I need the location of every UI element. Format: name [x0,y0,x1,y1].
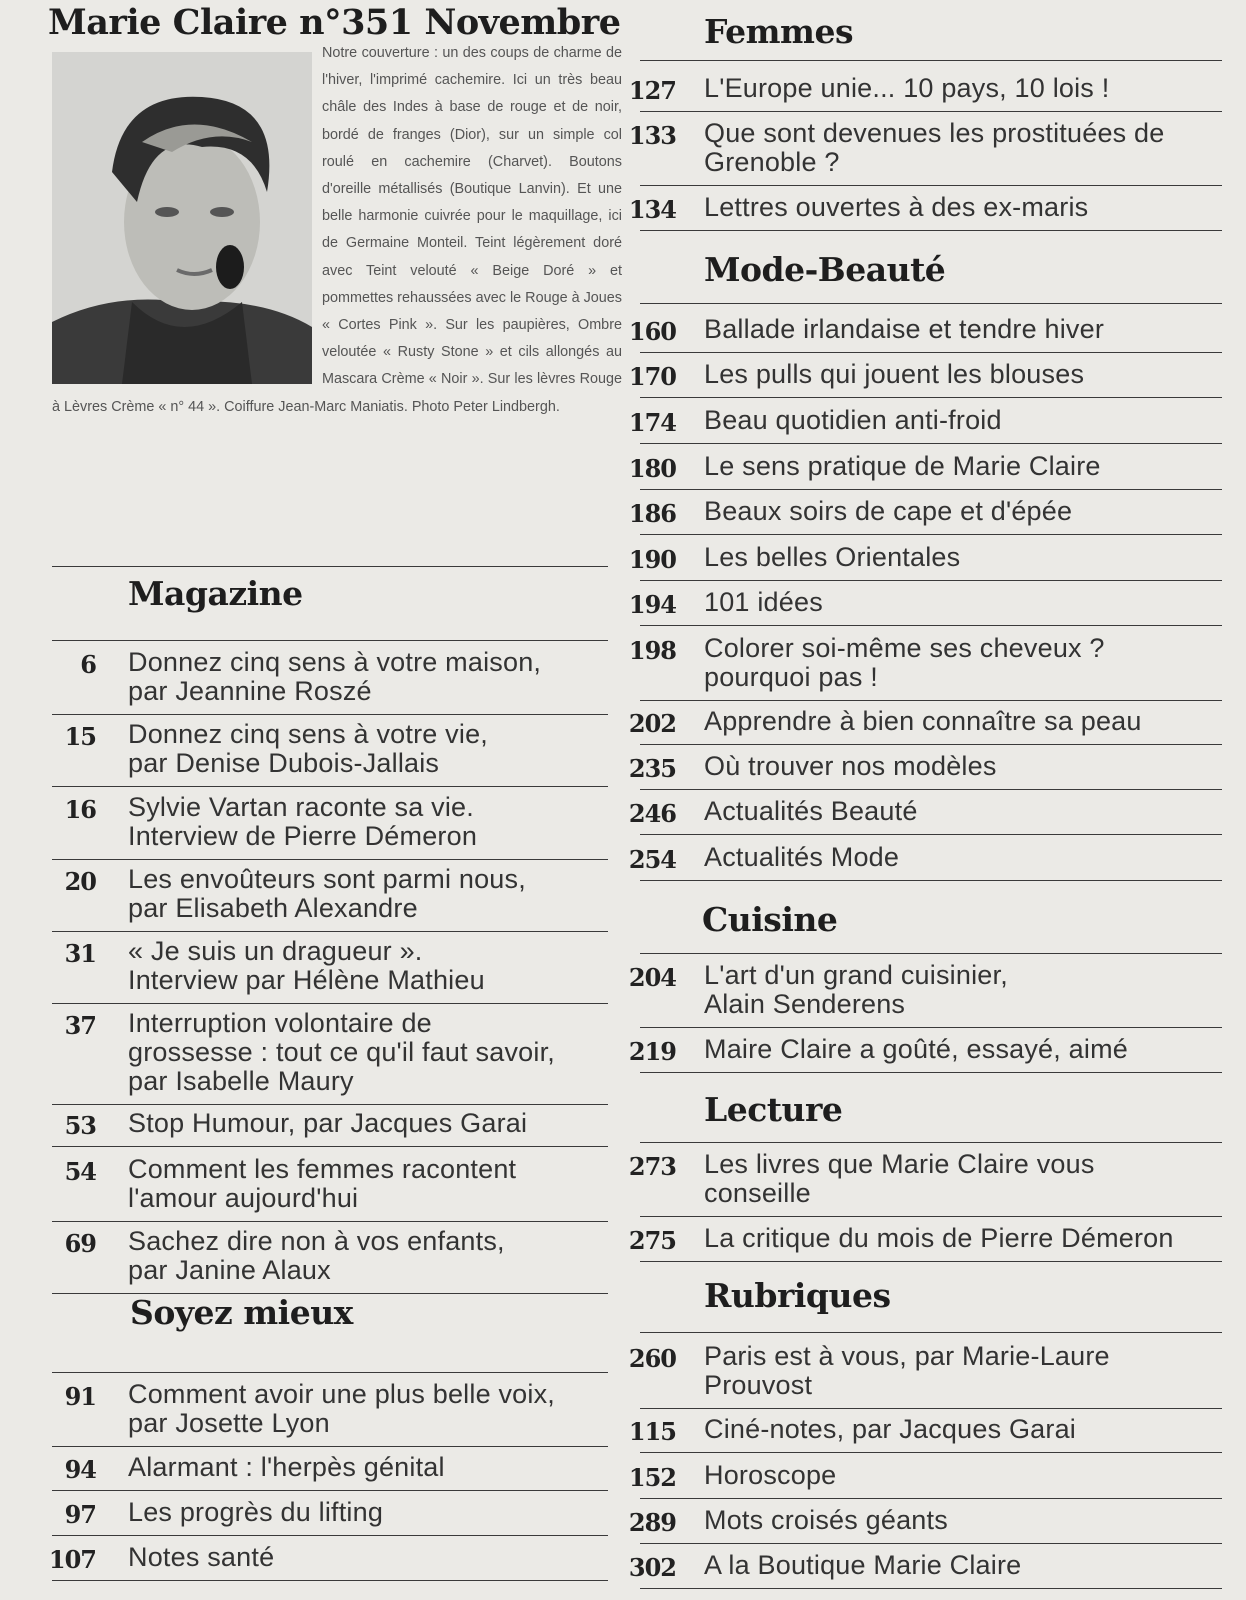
section-title-magazine: Magazine [128,574,303,613]
toc-entry-title: Prouvost [704,1370,813,1400]
section-title-rubriques: Rubriques [704,1276,891,1315]
toc-entry-title: L'art d'un grand cuisinier, [704,960,1008,990]
toc-entry[interactable] [628,405,1222,437]
entry-rule [640,489,1222,490]
entry-rule [52,1490,608,1491]
toc-entry-title: 101 idées [704,587,823,617]
toc-page-number: 133 [628,121,676,150]
toc-entry-title: Donnez cinq sens à votre vie, [128,719,488,749]
toc-entry[interactable] [628,192,1222,224]
entry-rule [640,789,1222,790]
toc-entry[interactable] [628,1414,1222,1446]
toc-entry-title: La critique du mois de Pierre Démeron [704,1223,1174,1253]
entry-rule [640,1543,1222,1544]
toc-page-number: 246 [628,799,676,828]
entry-rule [52,786,608,787]
entry-rule [640,744,1222,745]
entry-rule [640,880,1222,881]
toc-entry[interactable] [52,864,608,925]
toc-entry[interactable] [628,359,1222,391]
cover-caption: Notre couverture : un des coups de charme de l'hiver, l'imprimé cachemire. Ici un très beau châle des Indes à base de rouge et de noir, bordé de franges (Dior), sur un simple col roulé en cachemire (Charvet). Boutons d'oreille métallisés (Boutique Lanvin). Et une belle harmonie cuivrée pour le maquillage, ici de Germaine Monteil. Teint légèrement doré avec Teint velouté « Beige Doré » et pommettes rehaussées avec le Rouge à Joues « Cortes Pink ». Sur les paupières, Ombre veloutée « Rusty Stone » et cils allongés au Mascara Crème « Noir ». Sur les lèvres Rouge à Lèvres Crème « n° 44 ». Coiffure Jean-Marc Maniatis. Photo Peter Lindbergh. [52,45,622,415]
toc-entry-title: L'Europe unie... 10 pays, 10 lois ! [704,73,1110,103]
toc-entry[interactable] [628,796,1222,828]
toc-entry-title: Actualités Mode [704,842,900,872]
toc-entry-title: Horoscope [704,1460,837,1490]
entry-rule [52,1221,608,1222]
toc-page-number: 302 [628,1553,676,1582]
toc-entry[interactable] [628,1505,1222,1537]
toc-entry-title: Notes santé [128,1542,275,1572]
entry-rule [640,1452,1222,1453]
toc-page-number: 20 [64,867,96,896]
section-rule [640,1142,1222,1143]
section-title-soyez-mieux: Soyez mieux [130,1293,353,1332]
entry-rule [52,1003,608,1004]
section-rule [52,1372,608,1373]
entry-rule [52,1146,608,1147]
entry-rule [640,1261,1222,1262]
toc-entry[interactable] [52,1154,608,1215]
toc-page-number: 94 [64,1455,96,1484]
toc-entry-title: par Janine Alaux [128,1255,331,1285]
magazine-issue-title: Marie Claire n°351 Novembre [48,2,621,43]
entry-rule [640,1072,1222,1073]
entry-rule [640,1498,1222,1499]
toc-page-number: 254 [628,845,676,874]
toc-entry-title: Les progrès du lifting [128,1497,384,1527]
toc-entry[interactable] [52,1379,608,1440]
toc-page-number: 260 [628,1344,676,1373]
toc-entry[interactable] [628,1550,1222,1582]
toc-entry-title: par Elisabeth Alexandre [128,893,418,923]
entry-rule [640,700,1222,701]
toc-entry[interactable] [52,1452,608,1484]
toc-page-number: 235 [628,754,676,783]
toc-entry[interactable] [628,842,1222,874]
toc-page-number: 219 [628,1037,676,1066]
toc-page-number: 170 [628,362,676,391]
toc-page-number: 6 [80,650,96,679]
toc-page-number: 190 [628,545,676,574]
toc-page-number: 91 [64,1382,96,1411]
toc-entry-title: Que sont devenues les prostituées de [704,118,1165,148]
toc-page-number: 275 [628,1226,676,1255]
toc-entry-title: Ballade irlandaise et tendre hiver [704,314,1105,344]
entry-rule [640,397,1222,398]
toc-entry[interactable] [52,1108,608,1140]
toc-entry-title: Les livres que Marie Claire vous [704,1149,1095,1179]
entry-rule [640,834,1222,835]
entry-rule [640,185,1222,186]
toc-entry[interactable] [52,792,608,853]
toc-entry-title: Colorer soi-même ses cheveux ? [704,633,1105,663]
toc-entry[interactable] [628,706,1222,738]
toc-page-number: 198 [628,636,676,665]
toc-page-number: 127 [628,76,676,105]
entry-rule [640,111,1222,112]
toc-entry-title: Sylvie Vartan raconte sa vie. [128,792,474,822]
toc-entry[interactable] [628,751,1222,783]
toc-page-number: 37 [64,1011,96,1040]
toc-entry[interactable] [52,936,608,997]
entry-rule [640,625,1222,626]
toc-entry[interactable] [628,73,1222,105]
section-rule [640,953,1222,954]
toc-page-number: 273 [628,1152,676,1181]
toc-entry[interactable] [628,587,1222,619]
toc-page-number: 174 [628,408,676,437]
toc-entry-title: grossesse : tout ce qu'il faut savoir, [128,1037,555,1067]
section-title-lecture: Lecture [704,1090,843,1129]
toc-entry[interactable] [52,647,608,708]
toc-entry-title: Maire Claire a goûté, essayé, aimé [704,1034,1128,1064]
section-rule [640,1332,1222,1333]
toc-page-number: 107 [48,1545,96,1574]
toc-entry-title: par Josette Lyon [128,1408,330,1438]
toc-entry-title: Mots croisés géants [704,1505,948,1535]
entry-rule [640,534,1222,535]
toc-entry-title: par Jeannine Roszé [128,676,372,706]
toc-entry-title: par Denise Dubois-Jallais [128,748,440,778]
toc-entry[interactable] [628,451,1222,483]
section-title-femmes: Femmes [704,12,854,51]
toc-page-number: 186 [628,499,676,528]
toc-page-number: 134 [628,195,676,224]
toc-entry[interactable] [628,496,1222,528]
toc-entry-title: Interview de Pierre Démeron [128,821,478,851]
section-title-cuisine: Cuisine [702,900,838,939]
toc-entry[interactable] [52,1008,608,1098]
toc-entry[interactable] [628,1341,1222,1402]
section-rule [52,640,608,641]
entry-rule [640,1408,1222,1409]
toc-entry[interactable] [628,118,1222,179]
toc-entry-title: Grenoble ? [704,147,840,177]
toc-page-number: 289 [628,1508,676,1537]
toc-entry-title: Lettres ouvertes à des ex-maris [704,192,1089,222]
toc-entry-title: Les envoûteurs sont parmi nous, [128,864,526,894]
toc-page-number: 97 [64,1500,96,1529]
toc-page-number: 194 [628,590,676,619]
toc-entry-title: par Isabelle Maury [128,1066,354,1096]
toc-page-number: 31 [64,939,96,968]
toc-entry-title: Alarmant : l'herpès génital [128,1452,445,1482]
toc-page-number: 152 [628,1463,676,1492]
toc-entry-title: Actualités Beauté [704,796,918,826]
toc-entry-title: Sachez dire non à vos enfants, [128,1226,505,1256]
toc-entry[interactable] [52,719,608,780]
toc-entry[interactable] [52,1497,608,1529]
toc-page-number: 180 [628,454,676,483]
entry-rule [52,1580,608,1581]
toc-entry-title: conseille [704,1178,811,1208]
entry-rule [52,1446,608,1447]
toc-entry-title: Alain Senderens [704,989,906,1019]
toc-entry[interactable] [628,1149,1222,1210]
toc-entry[interactable] [628,1460,1222,1492]
entry-rule [52,714,608,715]
entry-rule [52,1104,608,1105]
toc-entry-title: Interruption volontaire de [128,1008,432,1038]
toc-entry-title: Les belles Orientales [704,542,961,572]
section-rule [640,303,1222,304]
toc-entry[interactable] [52,1226,608,1287]
toc-entry-title: Donnez cinq sens à votre maison, [128,647,542,677]
toc-entry-title: Paris est à vous, par Marie-Laure [704,1341,1110,1371]
entry-rule [640,352,1222,353]
toc-page-number: 160 [628,317,676,346]
section-title-mode-beaute: Mode-Beauté [704,250,946,289]
toc-page-number: 15 [64,722,96,751]
entry-rule [52,931,608,932]
toc-entry-title: Beau quotidien anti-froid [704,405,1002,435]
toc-entry[interactable] [628,314,1222,346]
toc-entry-title: Où trouver nos modèles [704,751,997,781]
toc-entry-title: « Je suis un dragueur ». [128,936,423,966]
toc-entry-title: A la Boutique Marie Claire [704,1550,1022,1580]
toc-entry-title: Stop Humour, par Jacques Garai [128,1108,528,1138]
entry-rule [52,859,608,860]
entry-rule [52,1535,608,1536]
toc-entry-title: Beaux soirs de cape et d'épée [704,496,1073,526]
toc-entry[interactable] [628,1034,1222,1066]
entry-rule [640,443,1222,444]
entry-rule [640,1027,1222,1028]
toc-entry-title: pourquoi pas ! [704,662,878,692]
toc-page-number: 53 [64,1111,96,1140]
toc-page-number: 69 [64,1229,96,1258]
section-rule [640,60,1222,61]
toc-entry-title: Apprendre à bien connaître sa peau [704,706,1142,736]
toc-entry[interactable] [628,1223,1222,1255]
toc-entry-title: Le sens pratique de Marie Claire [704,451,1101,481]
section-top-rule [52,566,608,567]
toc-entry[interactable] [628,542,1222,574]
entry-rule [640,580,1222,581]
entry-rule [640,230,1222,231]
toc-entry[interactable] [628,633,1222,694]
toc-entry-title: Ciné-notes, par Jacques Garai [704,1414,1076,1444]
toc-page-number: 16 [64,795,96,824]
entry-rule [640,1216,1222,1217]
toc-entry-title: Interview par Hélène Mathieu [128,965,485,995]
toc-page-number: 115 [628,1417,676,1446]
toc-page-number: 204 [628,963,676,992]
entry-rule [640,1588,1222,1589]
toc-entry-title: l'amour aujourd'hui [128,1183,359,1213]
toc-entry[interactable] [48,1542,608,1574]
toc-page-number: 202 [628,709,676,738]
toc-entry-title: Les pulls qui jouent les blouses [704,359,1085,389]
toc-entry[interactable] [628,960,1222,1021]
toc-entry-title: Comment les femmes racontent [128,1154,517,1184]
toc-page-number: 54 [64,1157,96,1186]
toc-entry-title: Comment avoir une plus belle voix, [128,1379,556,1409]
